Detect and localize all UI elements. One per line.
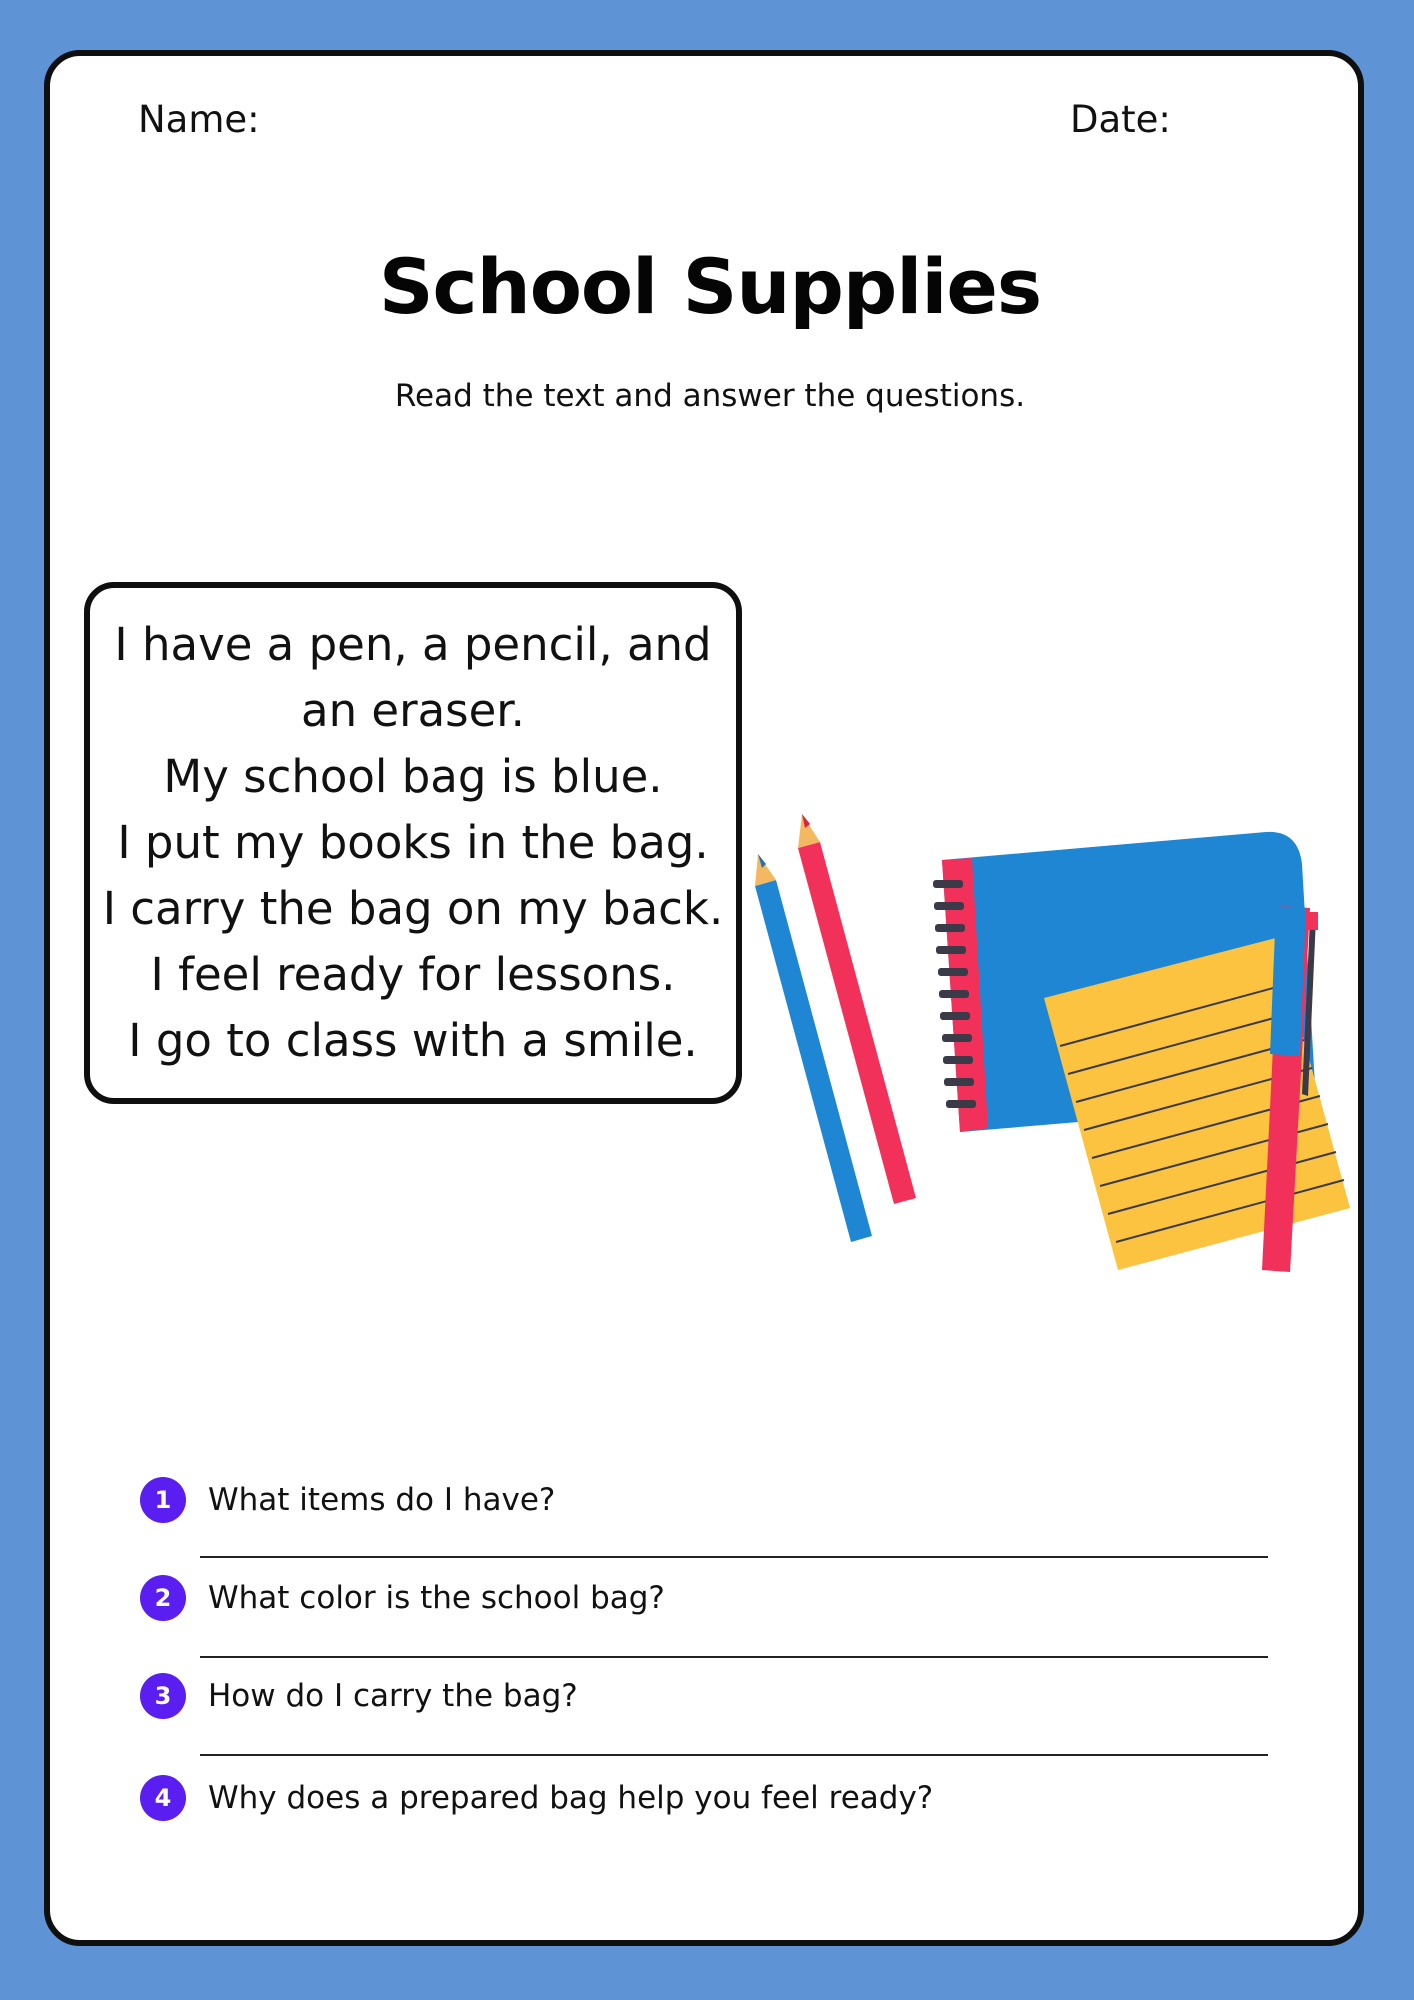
- question-item: [140, 1666, 578, 1726]
- story-line: I put my books in the bag.: [117, 816, 709, 869]
- story-line: My school bag is blue.: [163, 750, 663, 803]
- answer-line[interactable]: [200, 1754, 1268, 1756]
- name-label: Name:: [138, 98, 260, 141]
- answer-line[interactable]: [200, 1656, 1268, 1658]
- story-text-box: [84, 582, 742, 1104]
- school-supplies-illustration: [750, 776, 1370, 1336]
- story-line: an eraser.: [301, 684, 525, 737]
- date-label: Date:: [1070, 98, 1171, 141]
- story-line: I carry the bag on my back.: [102, 882, 724, 935]
- question-text: What items do I have?: [208, 1482, 556, 1518]
- answer-line[interactable]: [200, 1556, 1268, 1558]
- question-text: How do I carry the bag?: [208, 1678, 578, 1714]
- page-title: School Supplies: [378, 242, 1042, 331]
- question-item: [140, 1470, 555, 1530]
- question-number-badge: 1: [140, 1477, 186, 1523]
- question-item: [140, 1768, 933, 1828]
- worksheet-sheet: [44, 50, 1364, 1946]
- story-line: I have a pen, a pencil, and: [114, 618, 712, 671]
- story-line: I go to class with a smile.: [128, 1014, 698, 1067]
- question-number-badge: 2: [140, 1575, 186, 1621]
- story-line: I feel ready for lessons.: [150, 948, 676, 1001]
- instructions: Read the text and answer the questions.: [394, 378, 1026, 414]
- question-number-badge: 4: [140, 1775, 186, 1821]
- question-text: What color is the school bag?: [208, 1580, 665, 1616]
- red-pencil-icon: [798, 814, 916, 1204]
- question-number-badge: 3: [140, 1673, 186, 1719]
- question-text: Why does a prepared bag help you feel ready?: [208, 1780, 934, 1816]
- question-item: [140, 1568, 665, 1628]
